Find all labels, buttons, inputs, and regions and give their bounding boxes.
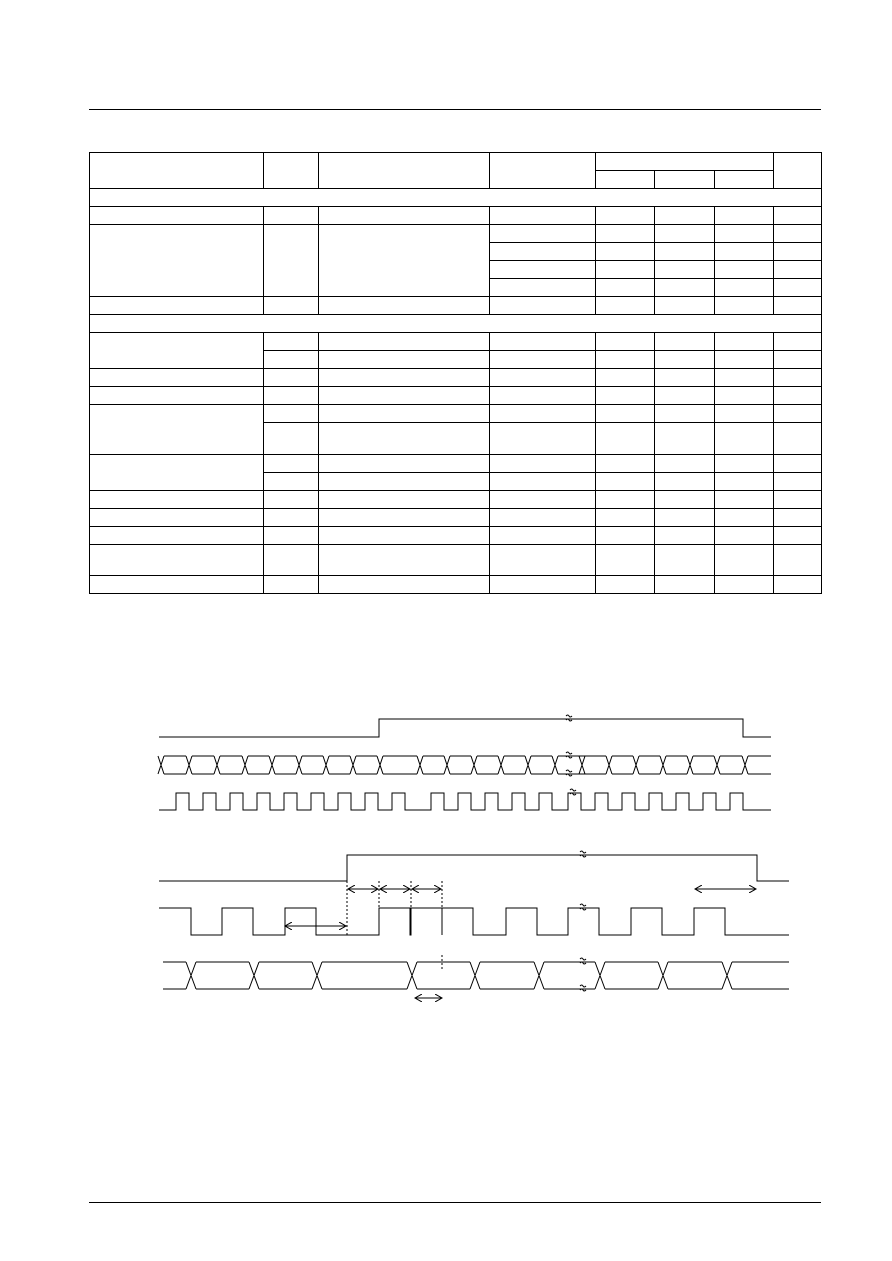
diagram1-clock [159, 793, 771, 810]
table-row [90, 297, 822, 315]
table-header-row [90, 153, 822, 171]
table-row [90, 527, 822, 545]
table-row [90, 225, 822, 243]
timing-diagrams [0, 700, 892, 1020]
table-row [90, 509, 822, 527]
table-row [90, 333, 822, 351]
table-section-row [90, 315, 822, 333]
table-row [90, 369, 822, 387]
footer-rule [89, 1202, 821, 1203]
spec-table [89, 152, 822, 594]
diagram1-bus-waveform [158, 756, 771, 774]
table-row [90, 576, 822, 594]
header-rule [89, 109, 821, 110]
table-row [90, 491, 822, 509]
table-row [90, 455, 822, 473]
diagram2-bus-waveform [163, 962, 789, 989]
diagram2-enable-signal [159, 855, 789, 881]
table-row [90, 405, 822, 423]
diagram1-clock-waveform [159, 793, 771, 810]
table-section-row [90, 189, 822, 207]
table-row [90, 387, 822, 405]
diagram2-data-bus [163, 962, 789, 989]
table-row [90, 207, 822, 225]
diagram1-data-bus [158, 756, 771, 774]
diagram2-clock-waveform [159, 908, 789, 935]
diagram2-clock [159, 908, 789, 935]
diagram1-enable-signal [159, 719, 771, 737]
table-row [90, 545, 822, 576]
